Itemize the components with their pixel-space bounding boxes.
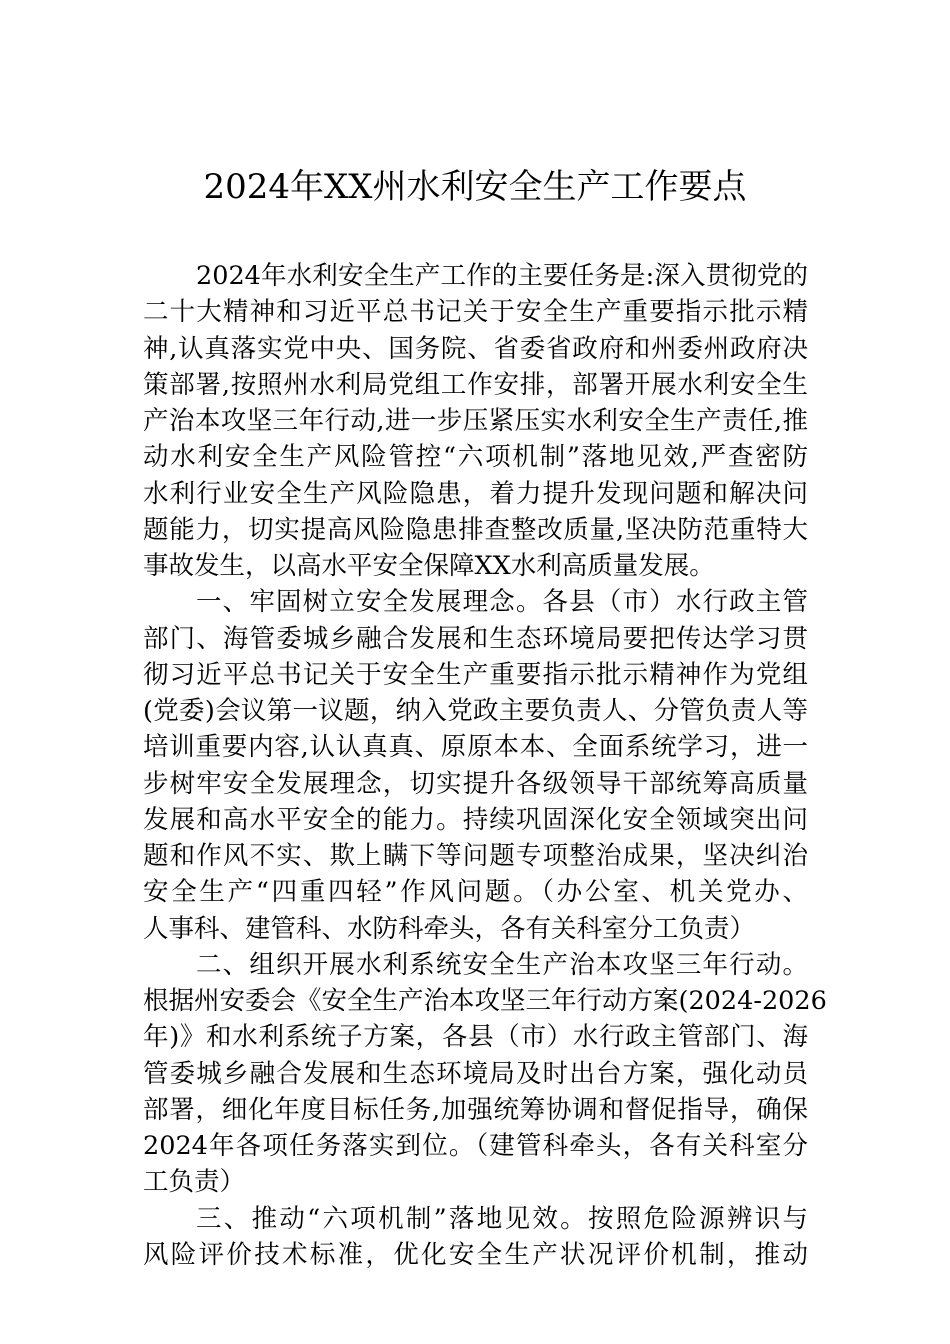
text-line: 2024年各项任务落实到位。（建管科牵头，各有关科室分 xyxy=(143,1131,808,1161)
text-line: 彻习近平总书记关于安全生产重要指示批示精神作为党组 xyxy=(143,659,808,690)
text-line: 步树牢安全发展理念，切实提升各级领导干部统筹高质量 xyxy=(143,768,808,799)
document-body xyxy=(143,258,827,1273)
text-line: 发展和高水平安全的能力。持续巩固深化安全领域突出问 xyxy=(143,804,808,835)
text-line: 水利行业安全生产风险隐患，着力提升发现问题和解决问 xyxy=(143,478,808,509)
text-line: 二十大精神和习近平总书记关于安全生产重要指示批示精 xyxy=(143,297,808,328)
text-line: 管委城乡融合发展和生态环境局及时出台方案，强化动员 xyxy=(143,1058,808,1089)
text-line: 工负责） xyxy=(143,1167,246,1198)
text-line: 三、推动“六项机制”落地见效。按照危险源辨识与 xyxy=(196,1203,808,1234)
text-line: 产治本攻坚三年行动,进一步压紧压实水利安全生产责任,推 xyxy=(143,406,808,436)
text-line: 神,认真落实党中央、国务院、省委省政府和州委州政府决 xyxy=(143,333,808,364)
text-line: 2024年水利安全生产工作的主要任务是:深入贯彻党的 xyxy=(196,261,808,291)
text-line: 事故发生，以高水平安全保障XX水利高质量发展。 xyxy=(143,551,715,581)
document-title: 2024年XX州水利安全生产工作要点 xyxy=(203,167,747,207)
text-line: (党委)会议第一议题，纳入党政主要负责人、分管负责人等 xyxy=(143,696,808,726)
text-line: 年)》和水利系统子方案，各县（市）水行政主管部门、海 xyxy=(143,1022,808,1053)
text-line: 动水利安全生产风险管控“六项机制”落地见效,严查密防 xyxy=(143,442,808,473)
text-line: 一、牢固树立安全发展理念。各县（市）水行政主管 xyxy=(196,587,808,618)
text-line: 人事科、建管科、水防科牵头，各有关科室分工负责） xyxy=(143,913,756,944)
text-line: 二、组织开展水利系统安全生产治本攻坚三年行动。 xyxy=(196,949,808,980)
text-line: 部门、海管委城乡融合发展和生态环境局要把传达学习贯 xyxy=(143,623,808,654)
text-line: 部署，细化年度目标任务,加强统筹协调和督促指导，确保 xyxy=(143,1094,808,1125)
text-line: 根据州安委会《安全生产治本攻坚三年行动方案(2024-2026 xyxy=(143,986,827,1016)
text-line: 培训重要内容,认认真真、原原本本、全面系统学习，进一 xyxy=(143,732,808,763)
text-line: 题和作风不实、欺上瞒下等问题专项整治成果，坚决纠治 xyxy=(143,841,808,871)
text-line: 策部署,按照州水利局党组工作安排，部署开展水利安全生 xyxy=(143,369,808,400)
text-line: 题能力，切实提高风险隐患排查整改质量,坚决防范重特大 xyxy=(143,514,808,545)
text-line: 安全生产“四重四轻”作风问题。（办公室、机关党办、 xyxy=(143,877,808,908)
text-line: 风险评价技术标准，优化安全生产状况评价机制，推动 xyxy=(143,1239,808,1270)
